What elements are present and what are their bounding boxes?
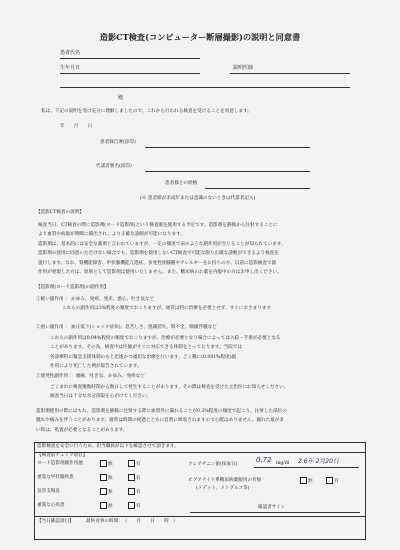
section1-line: 施行します。なお、腎機能障害、甲状腺機能亢進症、多発性骨髄腫やアレルギーをお持ちの方、以前に造影検査で副 [38, 260, 277, 266]
severe-line: ことがあります。その為、検査中は医師がすぐに対応できる体制をとっております。当院では [50, 345, 243, 351]
checkbox[interactable] [128, 502, 135, 509]
checklist-divider-bottom [34, 516, 365, 517]
option-label: 有 [136, 504, 141, 509]
confirmer-sign-label: 確認者サイン [258, 505, 286, 510]
extravasation-line: 造影剤使用の際にはもれ、造影剤を静脈に注射する際に血管外に漏れることが0.3%程度の頻度で起こり、注射した部位の [36, 409, 287, 414]
checkbox[interactable] [100, 502, 107, 509]
delayed-line: 検査当日は十分な水分摂取を心がけてください。 [50, 394, 152, 400]
option-label: 無 [108, 504, 113, 509]
checkbox[interactable] [100, 488, 107, 495]
delayed-line: ごくまれに検査後数時間から数日して発生することがあります。その際は検査を受けた主治医にお知らせください。 [50, 385, 289, 390]
biguanide-label: ビグアナイド系糖尿病薬服用の有無 [188, 478, 262, 483]
biguanide-option-no[interactable] [300, 477, 313, 485]
severe-effects-body [50, 334, 370, 372]
checkbox[interactable] [128, 488, 135, 495]
option-label: 無 [108, 476, 113, 481]
extravasation-line: 腫れや痛みを伴うことがあります。通常は時間の経過とともに自然に吸収されますので心配はありません。漏れた量が多 [36, 418, 284, 424]
option-label: 有 [136, 462, 141, 467]
check-label-heart: 重篤な心疾患 [37, 503, 65, 508]
proxy-sign-label: 代諾者署名(捺印) [96, 164, 132, 169]
option-label: 無 [108, 490, 113, 495]
checkbox[interactable] [128, 460, 135, 467]
consent-date: 年 月 日 [60, 124, 93, 129]
checkbox[interactable] [300, 477, 307, 484]
option-label: 有 [136, 476, 141, 481]
check-option-no[interactable] [100, 502, 113, 510]
check-label-thyroid: 重篤な甲状腺疾患 [37, 475, 74, 480]
form-title: 造影CT検査(コンピューター断層撮影)の説明と同意書 [99, 32, 301, 42]
biguanide-option-yes[interactable] [326, 477, 339, 485]
patient-sign-line[interactable] [145, 147, 310, 148]
section1-line: 造影剤の使用に同意いただけない場合でも、造影剤を使用しないCT検査で可能な限り正確な診断ができるよう検査を [38, 251, 279, 257]
dob-line[interactable] [60, 73, 200, 74]
checkbox[interactable] [100, 460, 107, 467]
relation-line[interactable] [205, 188, 310, 189]
option-label: 有 [334, 479, 339, 484]
section1-heading: 【造影CT検査の説明】 [36, 210, 84, 215]
severe-line: これらの副作用は0.04%程度の頻度でおこりますが、治療が必要となり場合によっては入院・手術が必要となる [50, 336, 281, 341]
section1-line: より血管や病巣が明瞭に描出され、より正確な診断が可能になります。 [38, 232, 185, 238]
section1-body [38, 221, 368, 277]
mild-effects-head: ①軽い副作用 ： かゆみ、発疹、発赤、悪心、吐き気など [36, 297, 155, 302]
day-check-heading: 【当日確認項目】 [37, 519, 74, 524]
creatinine-label: クレアチニン値(採血日) [188, 462, 238, 467]
honorific: 殿 [118, 95, 124, 101]
checkbox[interactable] [128, 474, 135, 481]
check-label-asthma: 気管支喘息 [37, 489, 60, 494]
confirmer-sign-line[interactable] [190, 512, 360, 513]
check-option-yes[interactable] [128, 488, 141, 496]
check-option-yes[interactable] [128, 460, 141, 468]
creatinine-value[interactable]: 0.72 [256, 456, 272, 464]
check-option-no[interactable] [100, 460, 113, 468]
doctor-line[interactable] [230, 73, 350, 74]
consent-lead: 私は、下記の説明を受け充分に理解しましたので、これから行われる検査を受けることを同意します。 [41, 109, 252, 114]
check-option-yes[interactable] [128, 502, 141, 510]
severe-effects-head: ②重い副作用 ： 血圧低下(ショック症状)、息苦しさ、意識消失、腎不全、咽頭浮腫など [36, 325, 217, 330]
section1-line: 検査当日、CT検査の際に造影剤(ヨード造影剤)という検査薬を使用する予定です。造影剤を静脈から注射することに [38, 223, 278, 228]
severe-line: 作用により死亡した例が報告されています。 [50, 364, 142, 370]
proxy-sign-line[interactable] [145, 171, 310, 172]
checkbox[interactable] [100, 474, 107, 481]
section2-heading: 【造影剤(ヨード造影剤)の副作用】 [36, 285, 109, 290]
proxy-note: (※ 患者様が未成年または意識のないときは代諾者記入) [140, 196, 256, 201]
addressee-line[interactable] [60, 87, 350, 88]
dob-label: 生年月日 [60, 65, 81, 71]
check-option-no[interactable] [100, 474, 113, 482]
section1-line: 造影剤は、基本的には安全な薬剤と言われていますが、一定の頻度で表のような副作用が生じることが知られています。 [38, 241, 286, 247]
biguanide-note: (メデット、メトグルコ等) [196, 486, 250, 491]
creatinine-date[interactable]: 2.6年 2月20日 [298, 458, 339, 465]
patient-sign-label: 患者様自署(捺印) [100, 140, 136, 145]
creatinine-line [254, 467, 359, 468]
check-label-contrast-history: ヨード造影剤副作用歴 [37, 461, 83, 466]
creatinine-unit: mg/dl [276, 461, 290, 466]
patient-name-line[interactable] [60, 58, 200, 59]
mild-effects-body: これらの副作用は3%程度の頻度でおこりますが、通常は特に治療を必要とせず、すぐにおさまります [62, 306, 272, 311]
section1-line: 作用が発現した方は、原則として造影剤は使用いたしません。また、糖尿病のお薬を内服中の方はお申し出ください。 [38, 270, 282, 276]
last-meal-time[interactable]: 最終食事の時間： （ 月 日 時 ） [86, 519, 178, 524]
option-label: 無 [308, 479, 313, 484]
option-label: 無 [108, 462, 113, 467]
option-label: 有 [136, 490, 141, 495]
delayed-effects-body [50, 383, 370, 402]
doctor-label: 説明医師 [233, 65, 254, 71]
check-option-no[interactable] [100, 488, 113, 496]
checkbox[interactable] [326, 477, 333, 484]
severe-line: 各診療科の緊急支援体制のもと迅速かつ適切な治療を行います。ごく稀に(0.001%程度)副 [50, 354, 237, 360]
patient-name-label: 患者氏名 [60, 50, 81, 56]
relation-label: 患者様との続柄 [165, 181, 198, 186]
check-option-yes[interactable] [128, 474, 141, 482]
safety-note: 造影検査を安全に行うため、担当職員が以下を確認させて頂きます。 [37, 444, 179, 449]
extravasation-body [36, 407, 368, 435]
delayed-effects-head: ③遅発性副作用 ： 頭痛、吐き気、かゆみ、発疹など [36, 374, 145, 379]
extravasation-line: い時は、処置が必要となることがあります。 [36, 427, 128, 433]
pre-check-heading: 【検査前チェック項目】 [37, 453, 88, 458]
